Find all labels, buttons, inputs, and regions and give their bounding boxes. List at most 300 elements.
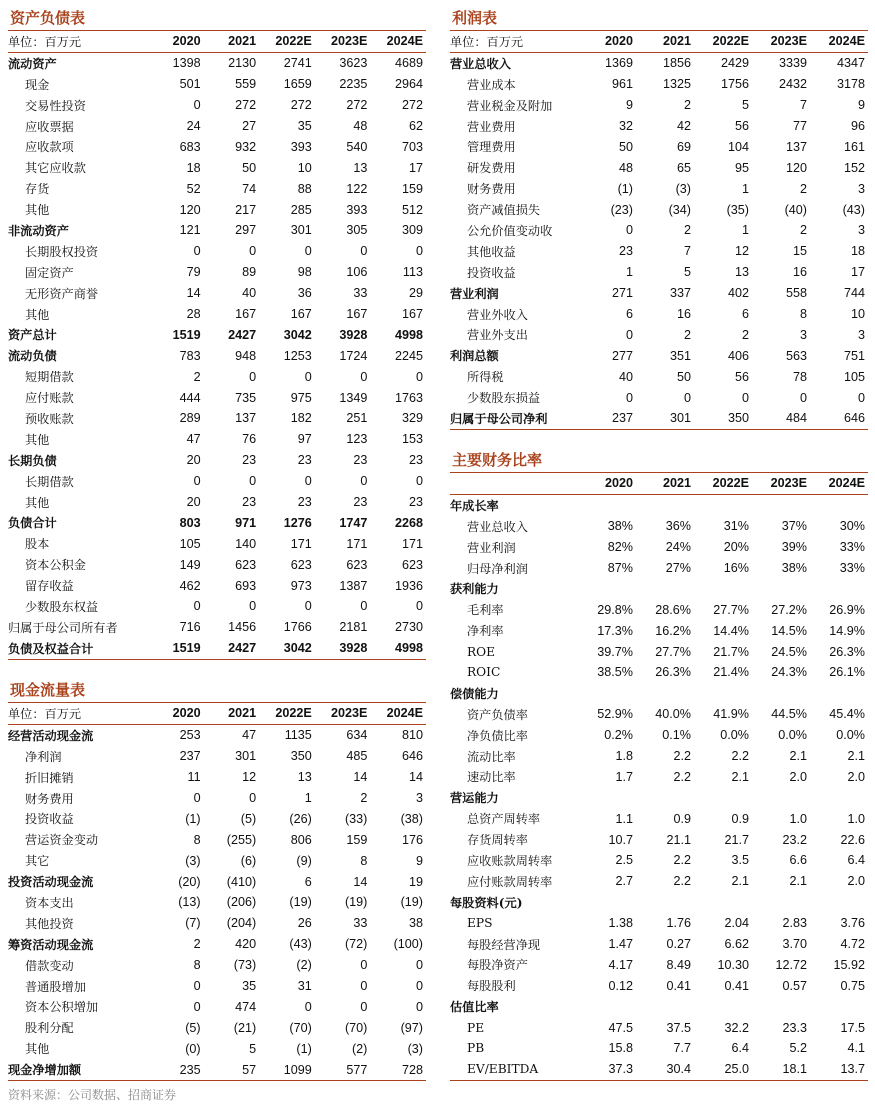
cell-value: 15 [792, 244, 807, 259]
cell-value: (23) [610, 202, 633, 217]
cell-value [636, 683, 694, 704]
balance-sheet-title: 资产负债表 [10, 9, 86, 27]
cell-value: 1099 [259, 1059, 315, 1080]
cell-value: (73) [233, 958, 257, 973]
year-header: 2020 [148, 31, 204, 53]
cell-value: 4998 [370, 638, 426, 659]
row-label: 流动负债 [8, 349, 57, 364]
table-row [450, 283, 868, 304]
cell-value: 217 [235, 202, 257, 217]
cell-value: 16 [792, 265, 807, 280]
cell-value: 1766 [283, 620, 312, 635]
cell-value: 5 [741, 98, 749, 113]
table-row [450, 408, 868, 429]
cell-value: 0.0% [778, 728, 807, 743]
row-label: 资本支出 [25, 895, 74, 910]
cell-value: 351 [669, 348, 691, 363]
cell-value: 76 [242, 432, 257, 447]
cell-value: 1856 [662, 56, 691, 71]
row-label: 净利润 [25, 749, 62, 764]
row-label: 偿债能力 [450, 686, 499, 701]
cell-value: 9 [625, 98, 633, 113]
cell-value: 171 [346, 536, 368, 551]
cell-value: 39.7% [597, 644, 633, 659]
header-row [450, 31, 868, 53]
cell-value: 501 [179, 77, 201, 92]
cell-value: 3 [799, 327, 807, 342]
row-label: 固定资产 [25, 265, 74, 280]
year-header: 2022E [694, 473, 752, 495]
row-label: 资产总计 [8, 328, 57, 343]
cell-value: 52 [186, 181, 201, 196]
row-label: 公允价值变动收 [467, 223, 553, 238]
cell-value: 948 [235, 348, 257, 363]
cell-value: 485 [346, 749, 368, 764]
cell-value: 803 [179, 515, 201, 530]
row-label: 资本公积金 [25, 558, 86, 573]
cell-value: 1 [625, 265, 633, 280]
cell-value: 272 [346, 98, 368, 113]
row-label: 速动比率 [467, 770, 516, 785]
year-header: 2023E [752, 473, 810, 495]
cell-value: 1 [741, 223, 749, 238]
cell-value: 272 [290, 98, 312, 113]
cell-value: 14.9% [829, 623, 865, 638]
row-label: 其他 [25, 307, 50, 322]
cell-value: 0 [249, 791, 257, 805]
cell-value: 2.2 [673, 874, 691, 889]
cell-value: 783 [179, 348, 201, 363]
cell-value [636, 578, 694, 599]
cell-value: 140 [235, 536, 257, 551]
cell-value: (43) [842, 202, 865, 217]
cell-value: 2730 [394, 620, 423, 635]
cell-value: (97) [400, 1020, 423, 1035]
cell-value: 120 [179, 202, 201, 217]
cell-value: 8 [193, 958, 201, 973]
year-header: 2021 [204, 703, 260, 725]
table-row [450, 262, 868, 283]
row-label: 营业外收入 [467, 307, 528, 322]
cell-value: 0 [304, 474, 312, 489]
cell-value: 4.1 [847, 1041, 865, 1056]
cell-value: 1.8 [615, 749, 633, 764]
row-label: 营业总收入 [450, 56, 511, 71]
balance-sheet-table [8, 30, 426, 660]
table-row [8, 850, 426, 871]
cell-value: 1369 [604, 56, 633, 71]
cell-value: 50 [618, 139, 633, 154]
cell-value: 40.0% [655, 707, 691, 722]
cell-value [578, 578, 636, 599]
row-label: 营运能力 [450, 791, 499, 806]
cell-value: 3 [857, 223, 865, 238]
table-row [450, 829, 868, 850]
cell-value [636, 892, 694, 913]
row-label: 借款变动 [25, 958, 74, 973]
cell-value: (5) [240, 811, 257, 826]
cell-value: (19) [344, 895, 368, 910]
cell-value: (1) [296, 1041, 312, 1056]
cell-value: 21.7 [724, 832, 749, 847]
cell-value: 56 [734, 369, 749, 384]
cell-value: 329 [401, 411, 423, 426]
cell-value: 646 [401, 749, 423, 764]
cell-value: 65 [676, 160, 691, 175]
row-label: 应付账款 [25, 391, 74, 406]
cell-value [752, 683, 810, 704]
cell-value: 47 [186, 432, 201, 447]
cell-value: 2 [683, 223, 691, 238]
row-label: 营业费用 [467, 119, 516, 134]
cell-value: 693 [235, 578, 257, 593]
cell-value: 4998 [394, 327, 423, 342]
cell-value: 735 [235, 390, 257, 405]
cell-value: 9 [857, 98, 865, 113]
cell-value: 973 [290, 578, 312, 593]
cell-value [578, 996, 636, 1017]
cell-value: 40 [242, 286, 257, 301]
cell-value: 3339 [778, 56, 807, 71]
row-label: 营业成本 [467, 77, 516, 92]
cell-value: 277 [611, 348, 633, 363]
cell-value: 0 [304, 369, 312, 384]
row-label: 投资收益 [25, 812, 74, 827]
table-row [450, 704, 868, 725]
cell-value: 27.7% [713, 602, 749, 617]
table-row [8, 116, 426, 137]
row-label: 净利率 [467, 624, 504, 639]
table-row [8, 324, 426, 345]
cell-value: 2 [799, 181, 807, 196]
row-label: 归母净利润 [467, 561, 528, 576]
row-label: 短期借款 [25, 370, 74, 385]
cell-value: 31% [723, 519, 749, 534]
row-label: 筹资活动现金流 [8, 937, 94, 952]
cell-value: 52.9% [597, 707, 633, 722]
cell-value: 2 [193, 369, 201, 384]
cell-value: 1 [741, 181, 749, 196]
row-label: 负债及权益合计 [8, 638, 148, 659]
cell-value: 559 [235, 77, 257, 92]
cell-value: 0 [415, 369, 423, 384]
table-row [450, 934, 868, 955]
cell-value: 0 [360, 958, 368, 973]
row-label: PE [467, 1020, 485, 1035]
cell-value [810, 578, 868, 599]
row-label: 资本公积增加 [25, 1000, 99, 1015]
cell-value: 18 [186, 160, 201, 175]
table-row [8, 829, 426, 850]
cell-value: 1763 [394, 390, 423, 405]
cell-value: 167 [235, 307, 257, 322]
cell-value: 744 [843, 286, 865, 301]
cell-value: 16% [723, 561, 749, 575]
cell-value: 540 [346, 139, 368, 154]
table-row [8, 996, 426, 1017]
cell-value: 14 [186, 286, 201, 301]
table-row [8, 178, 426, 199]
cell-value: (9) [296, 853, 312, 868]
row-label: 预收账款 [25, 411, 74, 426]
row-label: 少数股东权益 [25, 599, 99, 614]
cell-value: 96 [850, 119, 865, 133]
cell-value: 2.0 [847, 769, 865, 784]
cell-value: 14.5% [771, 623, 807, 638]
row-label: 每股净资产 [467, 958, 528, 973]
cell-value: 751 [843, 348, 865, 363]
table-row [8, 471, 426, 492]
header-row [8, 31, 426, 53]
cell-value: 285 [290, 202, 312, 217]
row-label: 应收票据 [25, 119, 74, 134]
cell-value: 50 [242, 160, 257, 175]
cell-value: 0.0% [836, 728, 865, 743]
table-row [8, 788, 426, 809]
cell-value: 8.49 [666, 957, 691, 972]
cell-value: 393 [346, 202, 368, 217]
table-row [450, 1059, 868, 1080]
row-label: 营业外支出 [467, 328, 528, 343]
cell-value: 728 [370, 1059, 426, 1080]
cell-value: 4689 [394, 56, 423, 71]
ratios-title: 主要财务比率 [452, 451, 543, 469]
cell-value: 6.6 [789, 853, 807, 868]
cell-value: 2 [193, 937, 201, 952]
row-label: ROIC [467, 665, 501, 680]
cell-value: 18.1 [752, 1059, 810, 1080]
cell-value: 88 [297, 181, 312, 196]
cell-value: 27 [242, 119, 257, 133]
row-label: 其他收益 [467, 244, 516, 259]
table-row [450, 913, 868, 934]
cell-value: 23 [408, 495, 423, 510]
table-row [450, 345, 868, 366]
cell-value: 2.04 [724, 916, 749, 931]
cell-value: 3042 [259, 638, 315, 659]
cell-value: 176 [401, 832, 423, 847]
cell-value: 237 [179, 749, 201, 764]
row-label: 长期借款 [25, 474, 74, 489]
cell-value: 104 [727, 139, 749, 154]
year-header: 2023E [752, 31, 810, 53]
cell-value: 2427 [204, 638, 260, 659]
cell-value: 3.70 [782, 937, 807, 952]
cell-value: 26.3% [829, 644, 865, 659]
cell-value: 0 [415, 999, 423, 1014]
table-row [450, 1038, 868, 1059]
cell-value: (255) [226, 832, 257, 847]
cell-value: (70) [289, 1020, 312, 1035]
table-row [8, 638, 426, 659]
cell-value: (72) [344, 937, 368, 952]
cell-value: 305 [346, 223, 368, 238]
row-label: 少数股东损益 [467, 391, 541, 406]
cell-value: 0 [415, 958, 423, 973]
table-row [8, 429, 426, 450]
cell-value: 38% [607, 519, 633, 534]
cell-value: 2268 [394, 515, 423, 530]
ratios-table [450, 472, 868, 1081]
cell-value: 31 [297, 979, 312, 994]
cell-value: 0.75 [840, 978, 865, 993]
cell-value: 26 [297, 916, 312, 931]
cell-value: 50 [676, 369, 691, 384]
row-label: ROE [467, 644, 496, 659]
cell-value: 623 [235, 557, 257, 572]
cell-value [752, 787, 810, 808]
table-row [8, 387, 426, 408]
cell-value: 28.6% [655, 602, 691, 617]
cell-value: 2429 [720, 56, 749, 71]
cell-value: 0 [360, 474, 368, 489]
cell-value: 0 [193, 599, 201, 614]
cell-value [694, 892, 752, 913]
table-row [450, 766, 868, 787]
cell-value: 24% [665, 540, 691, 555]
cell-value: 3 [857, 181, 865, 196]
table-row [8, 283, 426, 304]
cell-value: 26.1% [829, 665, 865, 680]
cell-value: 17 [408, 160, 423, 175]
cash-flow-title: 现金流量表 [10, 681, 86, 699]
cell-value: (6) [240, 853, 257, 868]
cell-value: 2.1 [731, 874, 749, 889]
cell-value: 3928 [315, 638, 371, 659]
cell-value: 301 [636, 408, 694, 429]
cell-value: 0.9 [673, 811, 691, 826]
income-statement-title: 利润表 [452, 9, 498, 27]
cell-value: 253 [179, 728, 201, 743]
table-row [450, 387, 868, 408]
cell-value: 9 [415, 853, 423, 868]
cell-value: 41.9% [713, 707, 749, 722]
row-label: 毛利率 [467, 603, 504, 618]
cell-value: 152 [843, 160, 865, 175]
table-row [8, 554, 426, 575]
table-row [450, 558, 868, 579]
table-row [8, 596, 426, 617]
row-label: 管理费用 [467, 140, 516, 155]
cell-value: 17.5 [840, 1020, 865, 1035]
table-row [450, 95, 868, 116]
cell-value: 13 [734, 265, 749, 280]
cell-value: 406 [727, 348, 749, 363]
cell-value [578, 683, 636, 704]
cell-value [578, 494, 636, 515]
cell-value: 0 [360, 244, 368, 259]
cell-value: 29.8% [597, 602, 633, 617]
income-statement-table [450, 30, 868, 430]
cell-value: 402 [727, 286, 749, 301]
cell-value: 17 [850, 265, 865, 280]
cell-value: 78 [792, 369, 807, 384]
cell-value: 3928 [339, 327, 368, 342]
cell-value: 0 [249, 599, 257, 614]
cell-value: 29 [408, 286, 423, 301]
cell-value: 27.7% [655, 644, 691, 659]
cell-value: 0 [741, 390, 749, 405]
cell-value: 2245 [394, 348, 423, 363]
cell-value: 961 [611, 77, 633, 92]
cell-value: 0 [249, 244, 257, 259]
cell-value: 48 [618, 160, 633, 175]
cell-value: 0 [857, 390, 865, 405]
ratios-panel [450, 448, 868, 1081]
cell-value: 272 [235, 98, 257, 113]
cell-value: 932 [235, 139, 257, 154]
row-label: 资产负债率 [467, 707, 528, 722]
row-label: 长期股权投资 [25, 244, 99, 259]
row-label: 其它 [25, 854, 50, 869]
row-label: 归属于母公司净利 [450, 408, 578, 429]
row-label: 无形资产商誉 [25, 286, 99, 301]
cell-value [694, 996, 752, 1017]
table-row [450, 537, 868, 558]
table-row [450, 954, 868, 975]
year-header: 2024E [810, 31, 868, 53]
row-label: 财务费用 [25, 791, 74, 806]
row-label: EV/EBITDA [450, 1059, 578, 1080]
table-row [450, 808, 868, 829]
cell-value: 105 [843, 369, 865, 384]
cell-value: 12.72 [775, 957, 807, 972]
cell-value: 301 [290, 223, 312, 238]
cell-value: (410) [226, 874, 257, 889]
cell-value: (35) [726, 202, 749, 217]
cell-value: 30% [839, 519, 865, 534]
cell-value: 21.4% [713, 665, 749, 680]
cell-value: 0 [304, 999, 312, 1014]
cell-value: 38.5% [597, 665, 633, 680]
cell-value: 11 [187, 770, 201, 785]
cell-value: 24 [186, 119, 201, 133]
cell-value: 1.76 [666, 916, 691, 931]
cell-value: 2.1 [847, 749, 865, 764]
table-row [450, 74, 868, 95]
year-header: 2024E [370, 703, 426, 725]
cell-value: 0 [304, 599, 312, 614]
row-label: 投资活动现金流 [8, 875, 94, 890]
table-row [8, 955, 426, 976]
cell-value: 350 [290, 749, 312, 764]
cell-value: 235 [148, 1059, 204, 1080]
cell-value: 1519 [172, 327, 201, 342]
cell-value: 23.2 [782, 832, 807, 847]
cell-value: 62 [408, 119, 423, 133]
cell-value: 337 [669, 286, 691, 301]
cell-value: 1 [304, 791, 312, 805]
cell-value: (3) [675, 181, 691, 196]
cell-value: 2.2 [731, 749, 749, 764]
cell-value: 23 [297, 495, 312, 510]
cell-value [810, 683, 868, 704]
cell-value: 20 [186, 453, 201, 468]
cell-value: 89 [242, 265, 257, 280]
cell-value: 0 [193, 999, 201, 1014]
year-header: 2021 [636, 31, 694, 53]
cell-value: 1276 [283, 515, 312, 530]
table-row [8, 724, 426, 745]
table-row [450, 52, 868, 73]
cell-value: 98 [297, 265, 312, 280]
row-label: 长期负债 [8, 453, 57, 468]
cell-value: 474 [235, 999, 257, 1014]
cell-value: (3) [407, 1041, 423, 1056]
table-row [450, 304, 868, 325]
cell-value: 0 [193, 98, 201, 113]
row-label: 所得税 [467, 370, 504, 385]
